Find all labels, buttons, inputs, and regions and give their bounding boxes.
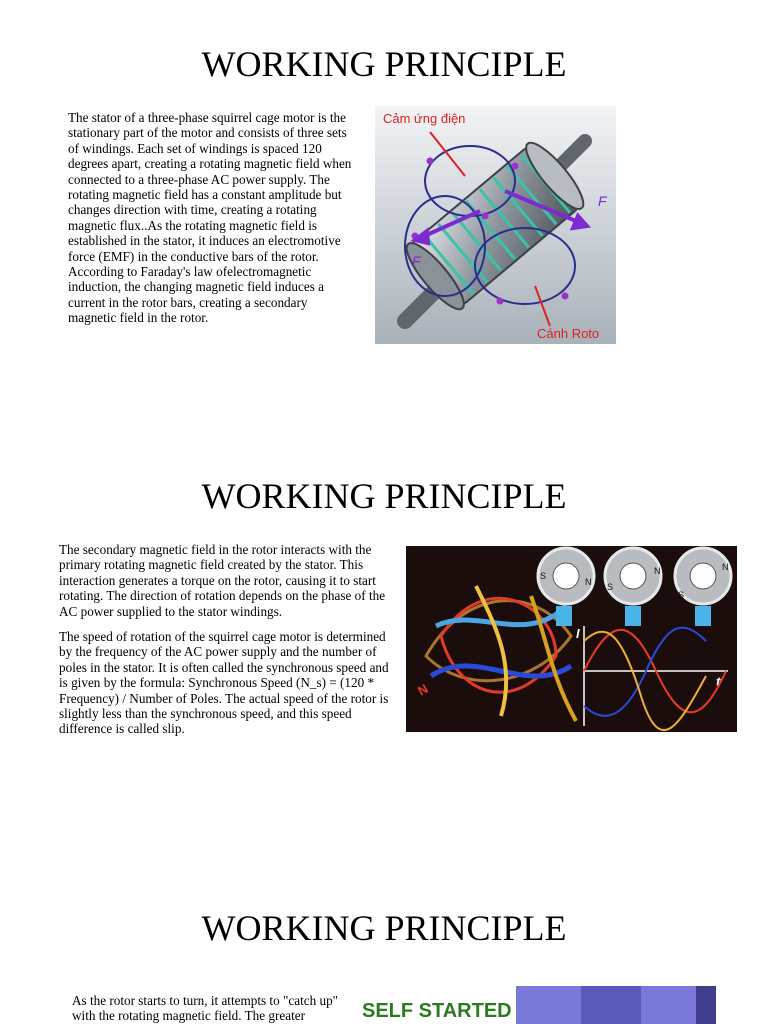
label-rotor-blade: Cánh Roto	[537, 326, 600, 341]
disc-1-pole-n: N	[585, 577, 592, 587]
disc-1-pole-s: S	[540, 571, 547, 581]
rotating-field-figure	[406, 546, 737, 732]
force-label-right: F	[598, 193, 607, 209]
disc-2-pole-s: S	[607, 582, 614, 592]
force-label-left: F	[412, 253, 421, 269]
label-induction: Cảm ứng điện	[383, 111, 466, 126]
slide-3-title: WORKING PRINCIPLE	[201, 908, 567, 948]
disc-3-pole-s: S	[678, 590, 685, 600]
self-started-banner: SELF STARTED	[362, 1000, 512, 1022]
axis-label-t: t	[716, 674, 721, 689]
slide-2-paragraph-1: The secondary magnetic field in the rotor interacts with the primary rotating magnetic field created by the stator. This interaction generates a torque on the rotor, causing it to start rotating. The direction of rotation depends on the phase of the AC power supplied to the stator windings.	[59, 542, 386, 619]
rotor-induction-figure	[375, 106, 616, 344]
slide-2-title: WORKING PRINCIPLE	[201, 476, 567, 516]
disc-3-pole-n: N	[722, 562, 729, 572]
self-started-figure	[356, 986, 716, 1024]
disc-2-pole-n: N	[654, 566, 661, 576]
axis-label-i: I	[576, 626, 580, 641]
slide-2-paragraph-2: The speed of rotation of the squirrel cage motor is determined by the frequency of the AC power supply and the number of poles in the stator. It is often called the synchronous speed and is given by the formula: Synchronous Speed (N_s) = (120 * Frequency) / Number of Poles. The actual speed of the rotor is slightly less than the synchronous speed, and this speed difference is called slip.	[59, 629, 389, 737]
slide-1-title: WORKING PRINCIPLE	[201, 44, 567, 84]
slide-3-paragraph: As the rotor starts to turn, it attempts to "catch up" with the rotating magnetic field. The greater	[72, 993, 339, 1024]
slide-1-paragraph: The stator of a three-phase squirrel cage motor is the stationary part of the motor and consists of three sets of windings. Each set of windings is spaced 120 degrees apart, creating a rotating magnetic field when connected to a three-phase AC power supply. The rotating magnetic field has a constant amplitude but changes direction with time, creating a rotating magnetic flux..As the rotating magnetic field is established in the stator, it induces an electromotive force (EMF) in the conductive bars of the rotor. According to Faraday's law ofelectromagnetic induction, the changing magnetic field induces a current in the rotor bars, creating a secondary magnetic field in the rotor.	[68, 110, 352, 326]
coil-pole-n: N	[415, 680, 431, 699]
